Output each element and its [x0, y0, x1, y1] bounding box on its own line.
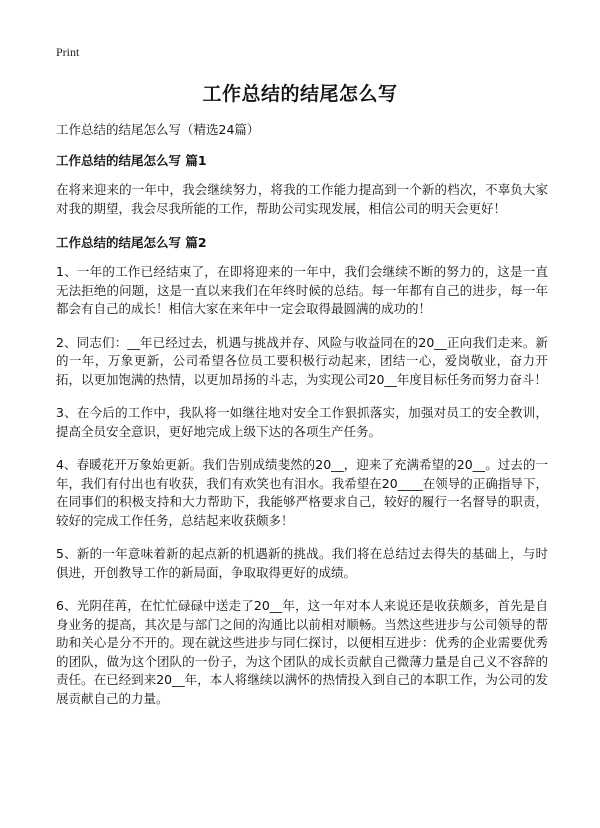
section-1 [56, 152, 548, 218]
paragraph: 6、光阴荏苒，在忙忙碌碌中送走了20__年，这一年对本人来说还是收获颇多，首先是自身业务的提高，其次是与部门之间的沟通比以前相对顺畅。当然这些进步与公司领导的帮助和关心是分不开的。现在就这些进步与同仁探讨，以便相互进步：优秀的企业需要优秀的团队，做为这个团队的一份子，为这个团队的成长贡献自己微薄力量是自己义不容辞的责任。在已经到来20__年，本人将继续以满怀的热情投入到自己的本职工作，为公司的发展贡献自己的力量。 [56, 598, 548, 706]
document-subtitle: 工作总结的结尾怎么写（精选24篇） [56, 122, 260, 137]
paragraph: 2、同志们：__年已经过去，机遇与挑战并存、风险与收益同在的20__正向我们走来。新的一年，万象更新，公司希望各位员工要积极行动起来，团结一心，爱岗敬业，奋力开拓，以更加饱满的热情，以更加昂扬的斗志，为实现公司20__年度目标任务而努力奋斗！ [56, 334, 548, 387]
paragraph: 5、新的一年意味着新的起点新的机遇新的挑战。我们将在总结过去得失的基础上，与时俱进，开创教导工作的新局面，争取取得更好的成绩。 [56, 546, 548, 580]
document-body [56, 121, 548, 723]
page-title: 工作总结的结尾怎么写 [202, 83, 398, 105]
section-2 [56, 234, 548, 708]
paragraph: 在将来迎来的一年中，我会继续努力，将我的工作能力提高到一个新的档次，不辜负大家对我的期望，我会尽我所能的工作，帮助公司实现发展，相信公司的明天会更好！ [56, 182, 548, 216]
paragraph: 4、春暖花开万象始更新。我们告别成绩斐然的20__，迎来了充满希望的20__。过去的一年，我们有付出也有收获，我们有欢笑也有泪水。我希望在20____在领导的正确指导下，在同事们的积极支持和大力帮助下，我能够严格要求自己，较好的履行一名督导的职责，较好的完成工作任务，总结起来收获颇多！ [56, 457, 548, 528]
paragraph: 1、一年的工作已经结束了，在即将迎来的一年中，我们会继续不断的努力的，这是一直无法拒绝的问题，这是一直以来我们在年终时候的总结。每一年都有自己的进步，每一年都会有自己的成长！相信大家在来年中一定会取得最圆满的成功的！ [56, 264, 548, 316]
paragraph: 3、在今后的工作中，我队将一如继往地对安全工作狠抓落实，加强对员工的安全教训，提高全员安全意识，更好地完成上级下达的各项生产任务。 [56, 405, 548, 439]
section-heading: 工作总结的结尾怎么写 篇1 [56, 153, 207, 168]
print-label: Print [56, 45, 80, 59]
section-heading: 工作总结的结尾怎么写 篇2 [56, 235, 207, 250]
